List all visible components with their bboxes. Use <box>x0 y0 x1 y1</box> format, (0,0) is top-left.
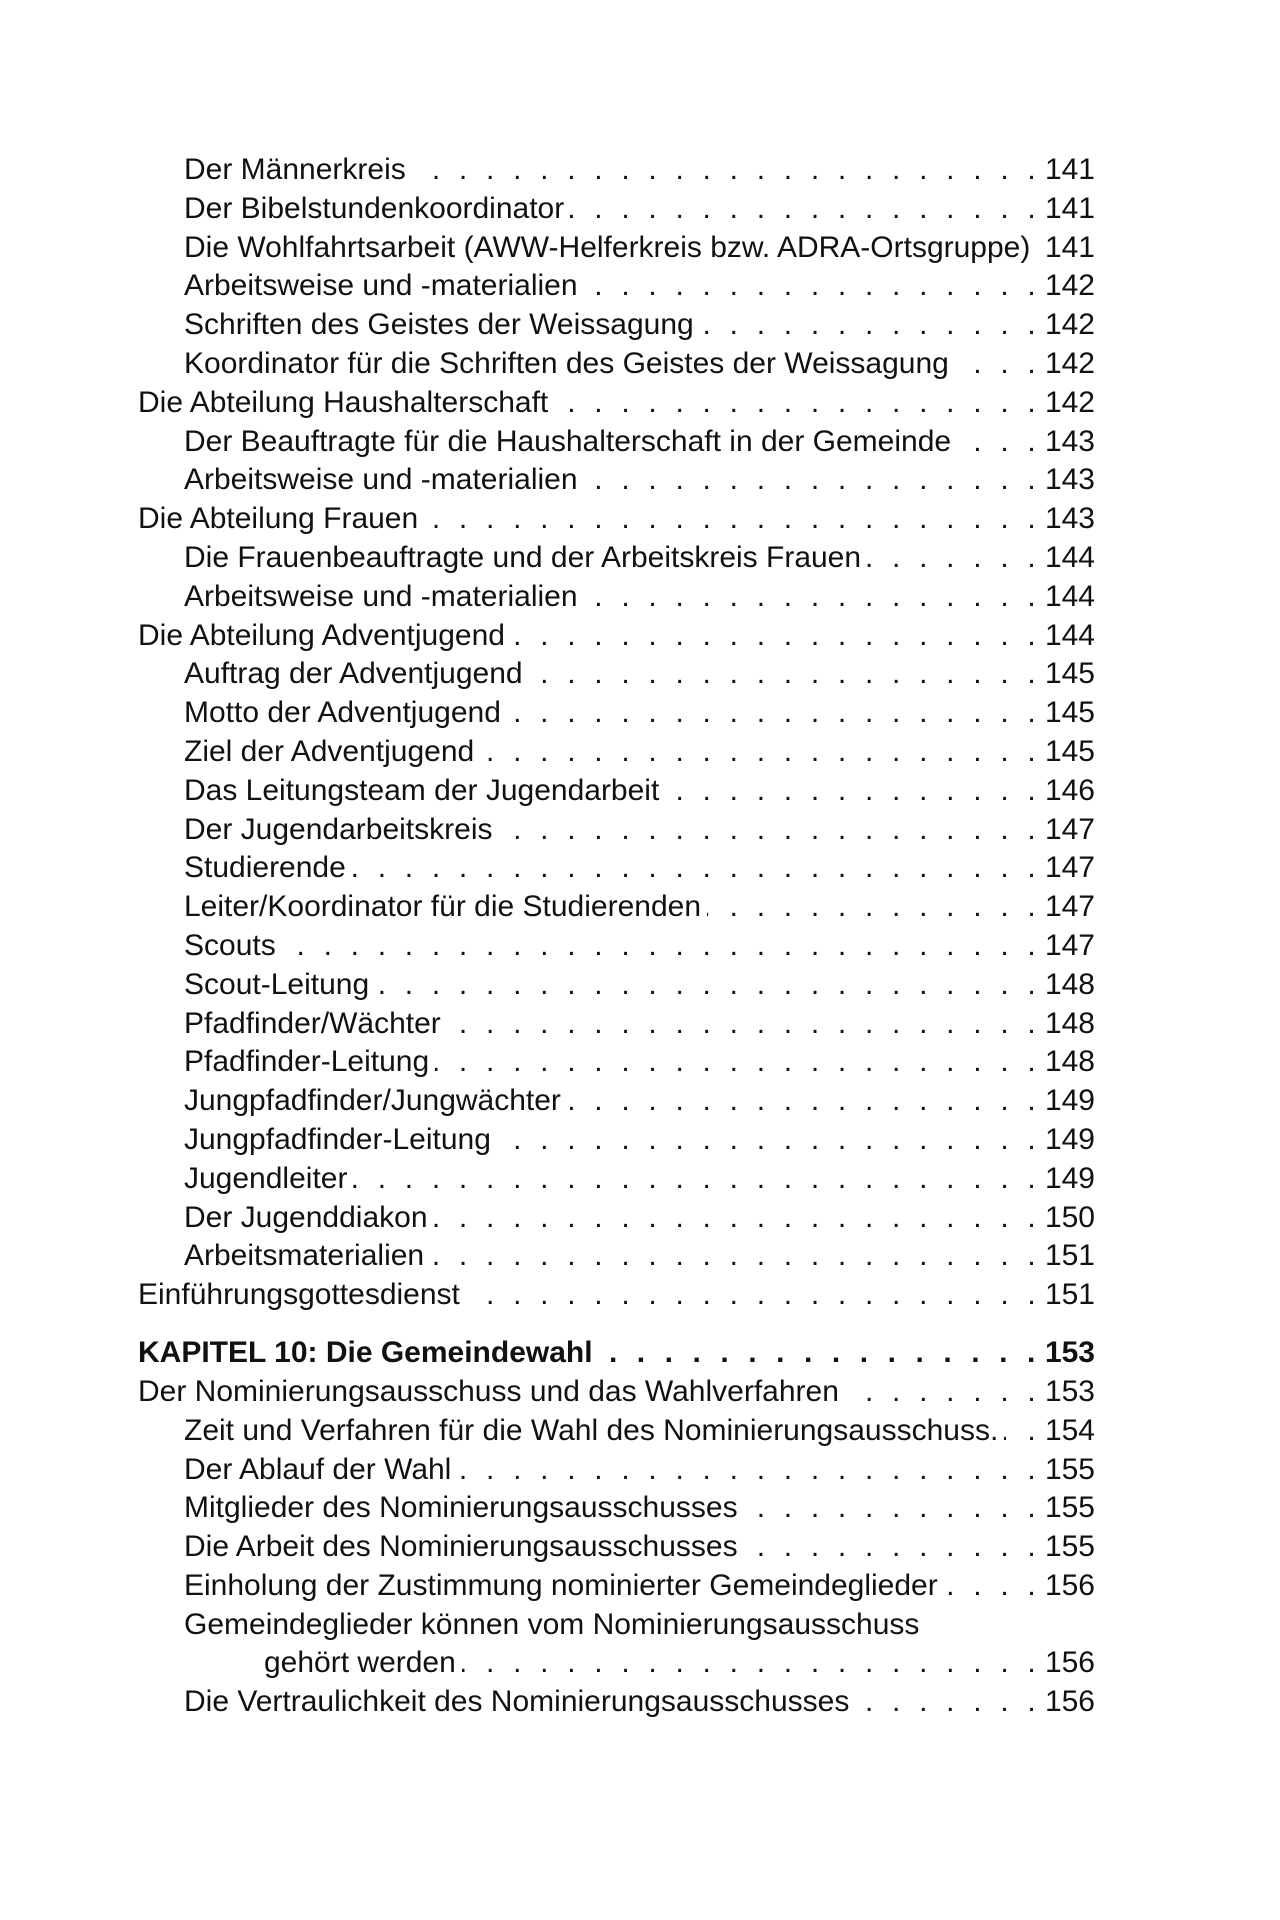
toc-entry <box>138 694 1095 733</box>
toc-page-number: 148 <box>1044 1045 1095 1079</box>
toc-entry <box>138 849 1095 888</box>
toc-page-number: 155 <box>1044 1491 1095 1525</box>
toc-entry <box>138 927 1095 966</box>
toc-dot-leader <box>707 888 1041 927</box>
toc-entry-title: Pfadfinder-Leitung <box>184 1045 430 1079</box>
toc-page-number: 155 <box>1044 1530 1095 1564</box>
toc-page-number: 147 <box>1044 890 1095 924</box>
toc-dot-leader <box>700 306 1041 345</box>
toc-page-number: 156 <box>1044 1568 1095 1602</box>
toc-entry <box>138 461 1095 500</box>
toc-page-number: 142 <box>1044 346 1095 380</box>
toc-dot-leader <box>352 849 1041 888</box>
toc-dot-leader <box>430 1237 1041 1276</box>
toc-entry-title: Arbeitsweise und -materialien <box>184 463 578 497</box>
toc-dot-leader <box>447 1005 1041 1044</box>
toc-page-number: 147 <box>1044 812 1095 846</box>
toc-dot-leader <box>507 694 1041 733</box>
toc-entry <box>138 500 1095 539</box>
toc-dot-leader <box>584 267 1041 306</box>
toc-page-number: 147 <box>1044 928 1095 962</box>
toc-entry-title: Der Jugendarbeitskreis <box>184 812 493 846</box>
toc-entry-title: Die Abteilung Adventjugend <box>138 618 505 652</box>
toc-entry-title: KAPITEL 10: Die Gemeindewahl <box>138 1335 593 1369</box>
toc-dot-leader <box>435 1043 1041 1082</box>
toc-entry <box>138 966 1095 1005</box>
toc-dot-leader <box>955 345 1041 384</box>
toc-entry-title: Mitglieder des Nominierungsausschusses <box>184 1491 738 1525</box>
toc-entry <box>138 811 1095 850</box>
toc-page-number: 145 <box>1044 734 1095 768</box>
toc-entry-title: Arbeitsweise und -materialien <box>184 579 578 613</box>
toc-entry <box>138 306 1095 345</box>
toc-page-number: 141 <box>1044 230 1095 264</box>
toc-dot-leader <box>570 190 1041 229</box>
toc-page-number: 156 <box>1044 1646 1095 1680</box>
toc-page-number: 153 <box>1044 1374 1095 1408</box>
toc-entry <box>138 1082 1095 1121</box>
toc-dot-leader <box>457 1451 1041 1490</box>
toc-page-number: 150 <box>1044 1200 1095 1234</box>
toc-page-number: 142 <box>1044 385 1095 419</box>
toc-dot-leader <box>855 1683 1041 1722</box>
toc-entry-title: Die Vertraulichkeit des Nominierungsausschusses <box>184 1685 850 1719</box>
toc-page-number: 154 <box>1044 1413 1095 1447</box>
toc-page-number: 147 <box>1044 851 1095 885</box>
toc-entry-title: Ziel der Adventjugend <box>184 734 475 768</box>
toc-entry <box>138 1121 1095 1160</box>
toc-dot-leader <box>480 733 1041 772</box>
toc-page-number: 145 <box>1044 696 1095 730</box>
toc-dot-leader <box>498 811 1040 850</box>
toc-entry-title: Das Leitungsteam der Jugendarbeit <box>184 773 660 807</box>
toc-page-number: 151 <box>1044 1239 1095 1273</box>
toc-entry <box>138 539 1095 578</box>
toc-entry <box>138 1528 1095 1567</box>
toc-page-number: 141 <box>1044 191 1095 225</box>
toc-entry-title: Arbeitsweise und -materialien <box>184 269 578 303</box>
toc-entry-title: Einführungsgottesdienst <box>138 1278 460 1312</box>
toc-dot-leader <box>944 1567 1041 1606</box>
toc-entry <box>138 345 1095 384</box>
toc-dot-leader <box>957 423 1041 462</box>
toc-entry <box>138 1451 1095 1490</box>
toc-entry-title: Der Nominierungsausschuss und das Wahlverfahren <box>138 1374 839 1408</box>
toc-entry-title: Studierende <box>184 851 346 885</box>
toc-entry <box>138 1373 1095 1412</box>
toc-entry-title: Der Beauftragte für die Haushalterschaft in der Gemeinde <box>184 424 952 458</box>
toc-entry-title: Scouts <box>184 928 276 962</box>
toc-entry-title: Der Jugenddiakon <box>184 1200 428 1234</box>
toc-entry <box>138 1160 1095 1199</box>
toc-page-number: 148 <box>1044 967 1095 1001</box>
toc-entry-title: Zeit und Verfahren für die Wahl des Nominierungsausschuss. <box>184 1413 999 1447</box>
toc-entry <box>138 384 1095 423</box>
toc-entry-title: Motto der Adventjugend <box>184 696 501 730</box>
toc-entry-title: Die Abteilung Frauen <box>138 502 419 536</box>
toc-page-number: 146 <box>1044 773 1095 807</box>
toc-dot-leader <box>867 539 1041 578</box>
toc-entry-title: Arbeitsmaterialien <box>184 1239 425 1273</box>
toc-dot-leader <box>434 1199 1041 1238</box>
toc-dot-leader <box>462 1644 1041 1683</box>
toc-dot-leader <box>845 1373 1041 1412</box>
toc-entry <box>138 772 1095 811</box>
toc-entry <box>138 578 1095 617</box>
toc-page-number: 156 <box>1044 1685 1095 1719</box>
toc-page-number: 144 <box>1044 540 1095 574</box>
toc-entry-title: Der Ablauf der Wahl <box>184 1452 452 1486</box>
toc-page-number: 155 <box>1044 1452 1095 1486</box>
toc-entry-title: Gemeindeglieder können vom Nominierungsausschuss <box>184 1607 920 1641</box>
toc-page-number: 149 <box>1044 1161 1095 1195</box>
toc-entry <box>138 1199 1095 1238</box>
toc-dot-leader <box>511 617 1041 656</box>
toc-entry <box>138 1489 1095 1528</box>
toc-entry <box>138 617 1095 656</box>
toc-dot-leader <box>412 151 1041 190</box>
toc-entry-title: Jungpfadfinder/Jungwächter <box>184 1084 561 1118</box>
toc-entry-title: Jungpfadfinder-Leitung <box>184 1122 491 1156</box>
toc-entry <box>138 1276 1095 1315</box>
toc-entry-title: Jugendleiter <box>184 1161 348 1195</box>
toc-entry <box>138 1644 1095 1683</box>
toc-dot-leader <box>567 1082 1041 1121</box>
toc-page-number: 141 <box>1044 153 1095 186</box>
toc-entry <box>138 1005 1095 1044</box>
toc-entry-title: Die Frauenbeauftragte und der Arbeitskreis Frauen <box>184 540 862 574</box>
toc-dot-leader <box>744 1528 1041 1567</box>
toc-entry-title: Die Arbeit des Nominierungsausschusses <box>184 1530 738 1564</box>
toc-page-number: 143 <box>1044 502 1095 536</box>
toc-dot-leader <box>353 1160 1040 1199</box>
toc-dot-leader <box>744 1489 1041 1528</box>
toc-dot-leader <box>584 461 1041 500</box>
toc-page-number: 148 <box>1044 1006 1095 1040</box>
toc-dot-leader <box>466 1276 1041 1315</box>
toc-entry <box>138 1567 1095 1606</box>
toc-entry-title: Die Wohlfahrtsarbeit (AWW-Helferkreis bzw. ADRA-Ortsgruppe) <box>184 230 1031 264</box>
toc-page-number: 143 <box>1044 424 1095 458</box>
toc-entry <box>138 151 1095 190</box>
toc-dot-leader <box>497 1121 1041 1160</box>
toc-page-number: 151 <box>1044 1278 1095 1312</box>
toc-entry-title: Pfadfinder/Wächter <box>184 1006 441 1040</box>
toc-entry <box>138 733 1095 772</box>
toc-page-number: 142 <box>1044 308 1095 342</box>
table-of-contents <box>138 151 1095 1722</box>
toc-entry-title: Die Abteilung Haushalterschaft <box>138 385 549 419</box>
toc-entry-title: Scout-Leitung <box>184 967 370 1001</box>
toc-entry <box>138 1237 1095 1276</box>
toc-page-number: 142 <box>1044 269 1095 303</box>
toc-entry-title: Einholung der Zustimmung nominierter Gemeindeglieder <box>184 1568 938 1602</box>
toc-dot-leader <box>554 384 1041 423</box>
toc-entry <box>138 1412 1095 1451</box>
toc-dot-leader <box>599 1332 1041 1373</box>
toc-page-number: 143 <box>1044 463 1095 497</box>
toc-dot-leader <box>529 655 1041 694</box>
toc-entry <box>138 229 1095 268</box>
toc-dot-leader <box>665 772 1041 811</box>
toc-entry-title: Koordinator für die Schriften des Geistes der Weissagung <box>184 346 949 380</box>
toc-entry <box>138 190 1095 229</box>
toc-entry-title: Leiter/Koordinator für die Studierenden <box>184 890 702 924</box>
toc-page-number: 149 <box>1044 1122 1095 1156</box>
toc-entry-title: Der Bibelstundenkoordinator <box>184 191 565 225</box>
toc-entry-title: Auftrag der Adventjugend <box>184 657 523 691</box>
toc-dot-leader <box>1004 1412 1041 1451</box>
toc-page-number: 144 <box>1044 618 1095 652</box>
toc-entry <box>138 888 1095 927</box>
toc-entry <box>138 267 1095 306</box>
toc-page-number: 149 <box>1044 1084 1095 1118</box>
toc-dot-leader <box>282 927 1041 966</box>
toc-entry <box>138 655 1095 694</box>
toc-entry <box>138 1606 1095 1645</box>
toc-page-number: 145 <box>1044 657 1095 691</box>
toc-page-number: 153 <box>1044 1335 1095 1369</box>
toc-dot-leader <box>424 500 1041 539</box>
toc-dot-leader <box>584 578 1041 617</box>
toc-page-number: 144 <box>1044 579 1095 613</box>
toc-entry <box>138 423 1095 462</box>
toc-entry <box>138 1043 1095 1082</box>
toc-entry-title: Schriften des Geistes der Weissagung <box>184 308 694 342</box>
toc-entry-title: gehört werden <box>264 1646 456 1680</box>
toc-entry-title: Der Männerkreis <box>184 153 406 186</box>
toc-entry <box>138 1683 1095 1722</box>
toc-chapter-heading <box>138 1332 1095 1373</box>
toc-dot-leader <box>375 966 1041 1005</box>
